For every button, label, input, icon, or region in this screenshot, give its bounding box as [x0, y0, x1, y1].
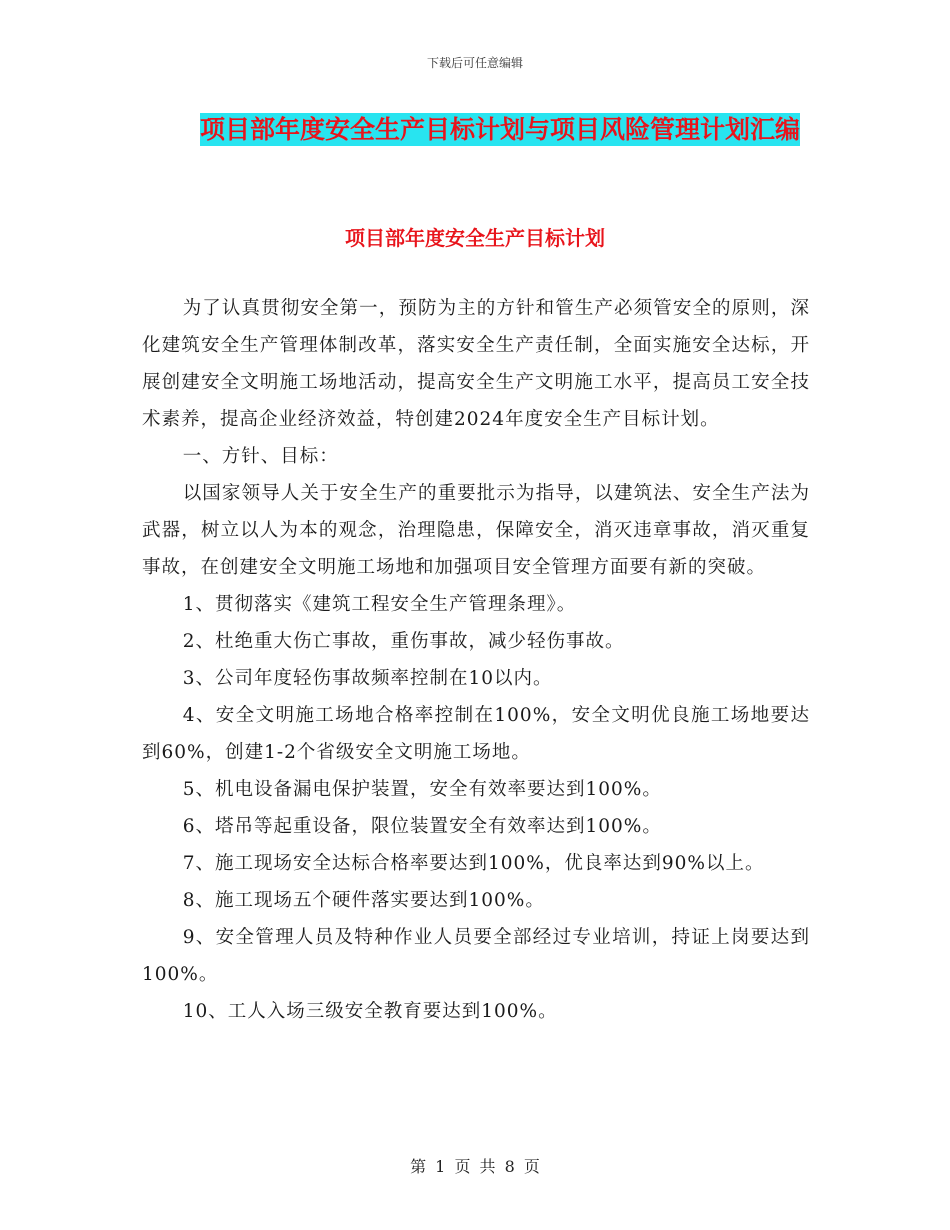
list-item: 7、施工现场安全达标合格率要达到100%，优良率达到90%以上。 — [182, 853, 765, 874]
list-item: 8、施工现场五个硬件落实要达到100%。 — [182, 890, 545, 911]
list-item: 1、贯彻落实《建筑工程安全生产管理条理》。 — [182, 594, 577, 615]
section-title: 项目部年度安全生产目标计划 — [345, 226, 605, 250]
list-item: 2、杜绝重大伤亡事故，重伤事故，减少轻伤事故。 — [182, 631, 625, 652]
intro-paragraph: 为了认真贯彻安全第一，预防为主的方针和管生产必须管安全的原则，深化建筑安全生产管理体制改革，落实安全生产责任制，全面实施安全达标，开展创建安全文明施工场地活动，提高安全生产文明施工水平，提高员工安全技术素养，提高企业经济效益，特创建2024年度安全生产目标计划。 — [142, 298, 810, 430]
policy-paragraph: 以国家领导人关于安全生产的重要批示为指导，以建筑法、安全生产法为武器，树立以人为本的观念，治理隐患，保障安全，消灭违章事故，消灭重复事故，在创建安全文明施工场地和加强项目安全管理方面要有新的突破。 — [142, 483, 810, 578]
section-heading-policy: 一、方针、目标： — [182, 446, 339, 467]
document-body — [142, 290, 810, 1030]
main-title-text: 项目部年度安全生产目标计划与项目风险管理计划汇编 — [199, 115, 800, 144]
header-note: 下载后可任意编辑 — [426, 56, 523, 70]
list-item: 4、安全文明施工场地合格率控制在100%，安全文明优良施工场地要达到60%，创建1-2个省级安全文明施工场地。 — [142, 705, 810, 763]
list-item: 3、公司年度轻伤事故频率控制在10以内。 — [182, 668, 553, 689]
list-item: 6、塔吊等起重设备，限位装置安全有效率达到100%。 — [182, 816, 662, 837]
main-title — [150, 108, 850, 152]
list-item: 9、安全管理人员及特种作业人员要全部经过专业培训，持证上岗要达到100%。 — [142, 927, 810, 985]
list-item: 5、机电设备漏电保护装置，安全有效率要达到100%。 — [182, 779, 662, 800]
list-item: 10、工人入场三级安全教育要达到100%。 — [182, 1001, 558, 1022]
page-footer: 第 1 页 共 8 页 — [410, 1157, 540, 1176]
